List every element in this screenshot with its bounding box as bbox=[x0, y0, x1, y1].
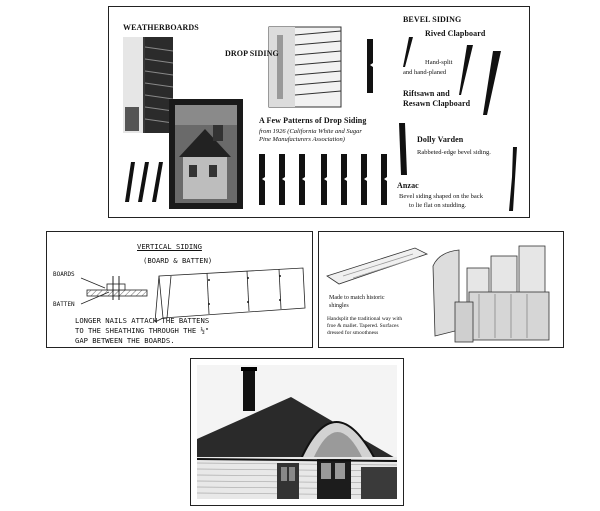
rived-clapboard-profile bbox=[403, 37, 413, 67]
gable-house-photo bbox=[191, 359, 404, 506]
anzac-desc-2: to lie flat on studding. bbox=[409, 202, 467, 209]
drop-siding-label: DROP SIDING bbox=[225, 49, 279, 58]
house-photo-panel bbox=[190, 358, 404, 506]
vertical-siding-subtitle: (BOARD & BATTEN) bbox=[143, 256, 213, 265]
single-shingle bbox=[327, 248, 427, 284]
vertical-siding-title: VERTICAL SIDING bbox=[137, 242, 202, 251]
batten-note-1: LONGER NAILS ATTACH THE BATTENS bbox=[75, 316, 210, 325]
handsplit-desc-1: Handsplit the traditional way with bbox=[327, 316, 403, 322]
weatherboards-label: WEATHERBOARDS bbox=[123, 23, 199, 32]
vertical-siding-panel bbox=[46, 231, 313, 348]
anzac-desc-1: Bevel siding shaped on the back bbox=[399, 193, 483, 200]
drop-patterns-title: A Few Patterns of Drop Siding bbox=[259, 116, 367, 125]
weatherboards-photo bbox=[123, 37, 173, 133]
batten-cross-section bbox=[81, 276, 147, 304]
riftsawn-label-1: Riftsawn and bbox=[403, 89, 450, 98]
batten-note-3: GAP BETWEEN THE BOARDS. bbox=[75, 336, 175, 345]
handsplit-desc-2: froe & mallet. Tapered. Surfaces bbox=[327, 323, 399, 329]
hand-planed-text: and hand-planed bbox=[403, 69, 447, 76]
anzac-label: Anzac bbox=[397, 181, 419, 190]
dolly-varden-profile bbox=[399, 123, 407, 175]
boards-label: BOARDS bbox=[53, 271, 75, 278]
siding-illustrations bbox=[109, 7, 530, 218]
house-photo bbox=[169, 99, 243, 209]
hand-split-text: Hand-split bbox=[425, 59, 453, 66]
riftsawn-label-2: Resawn Clapboard bbox=[403, 99, 471, 108]
dolly-varden-label: Dolly Varden bbox=[417, 135, 464, 144]
riftsawn-profile bbox=[483, 51, 501, 115]
made-to-match-2: shingles bbox=[329, 303, 349, 309]
hand-planed-profile bbox=[459, 45, 473, 95]
drop-profile-single bbox=[367, 39, 373, 93]
made-to-match-1: Made to match historic bbox=[329, 295, 385, 301]
rived-clapboard-label: Rived Clapboard bbox=[425, 29, 486, 38]
drop-patterns-source-2: Pine Manufacturers Association) bbox=[259, 136, 345, 143]
batten-label: BATTEN bbox=[53, 301, 75, 308]
drop-siding-patterns bbox=[259, 154, 387, 205]
bevel-siding-label: BEVEL SIDING bbox=[403, 15, 462, 24]
batten-note-2: TO THE SHEATHING THROUGH THE ½" bbox=[75, 326, 210, 335]
shingle-stack bbox=[433, 246, 549, 342]
drop-siding-photo bbox=[269, 27, 341, 107]
siding-types-panel bbox=[108, 6, 530, 218]
handsplit-desc-3: dressed for smoothness bbox=[327, 330, 379, 336]
rabbeted-text: Rabbeted-edge bevel siding. bbox=[417, 149, 491, 156]
weatherboard-profiles bbox=[125, 162, 163, 202]
shingles-panel bbox=[318, 231, 564, 348]
anzac-profile bbox=[509, 147, 517, 211]
drop-patterns-source-1: from 1926 (California White and Sugar bbox=[259, 128, 362, 135]
